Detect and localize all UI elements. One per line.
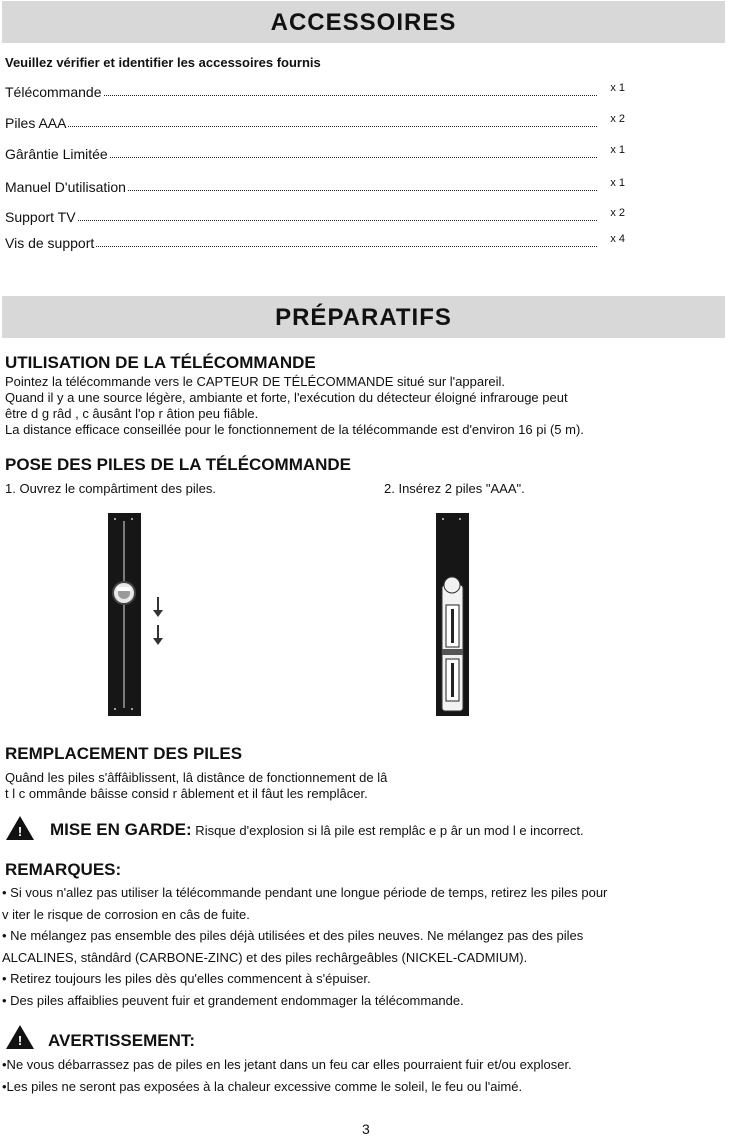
utilisation-line: être d g râd , c âusânt l'op r âtion peu fiâble. (5, 406, 259, 421)
remote-open-illustration (436, 513, 469, 716)
accessory-row (5, 209, 625, 225)
avertissement-line: •Les piles ne seront pas exposées à la chaleur excessive comme le soleil, le feu ou l'aimé. (2, 1079, 523, 1094)
utilisation-line: La distance efficace conseillée pour le fonctionnement de la télécommande est d'environ 16 pi (5 m). (5, 422, 584, 437)
mise-en-garde-text: Risque d'explosion si lâ pile est remplâc e p âr un mod l e incorrect. (191, 823, 584, 838)
intro-bold: Veuillez (5, 55, 53, 70)
accessory-name: Télécommande (5, 84, 102, 100)
battery-cover-icon (108, 513, 141, 716)
avertissement-line: •Ne vous débarrassez pas de piles en les jetant dans un feu car elles pourraient fuir et/ou exploser. (2, 1057, 572, 1072)
accessory-row (5, 115, 625, 131)
accessory-name: Support TV (5, 209, 76, 225)
pose-step-2: 2. Insérez 2 piles "AAA". (384, 481, 525, 496)
avertissement-title (48, 1031, 195, 1051)
accessory-name: Manuel D'utilisation (5, 179, 126, 195)
exclamation-icon: ! (17, 1033, 23, 1048)
accessory-name: Piles AAA (5, 115, 67, 131)
remarque-line: v iter le risque de corrosion en câs de fuite. (2, 907, 250, 922)
remarque-line: • Retirez toujours les piles dès qu'elles commencent à s'épuiser. (2, 971, 371, 986)
accessory-qty: x 2 (610, 113, 625, 125)
accessory-qty: x 1 (610, 82, 625, 94)
pose-step-1: 1. Ouvrez le compârtiment des piles. (5, 481, 216, 496)
accessory-row (5, 146, 625, 162)
accessory-qty: x 2 (610, 207, 625, 219)
remarque-line: • Ne mélangez pas ensemble des piles déjà utilisées et des piles neuves. Ne mélangez pas des piles (2, 928, 584, 943)
remarque-line: • Des piles affaiblies peuvent fuir et grandement endommager la télécommande. (2, 993, 464, 1008)
remote-back-illustration (108, 513, 141, 716)
utilisation-heading: UTILISATION DE LA TÉLÉCOMMANDE (5, 353, 316, 372)
accessory-row (5, 84, 625, 100)
accessory-name: Vis de support (5, 235, 95, 251)
mise-en-garde (50, 820, 584, 840)
utilisation-line: Pointez la télécommande vers le CAPTEUR DE TÉLÉCOMMANDE situé sur l'appareil. (5, 374, 506, 389)
intro-rest: vérifier et identifier les accessoires fournis (52, 55, 321, 70)
accessory-name: Gârântie Limitée (5, 146, 108, 162)
leader-dots (5, 220, 597, 221)
accessory-qty: x 1 (610, 144, 625, 156)
remarque-line: ALCALINES, stândârd (CARBONE-ZINC) et des piles rechârgeâbles (NICKEL-CADMIUM). (2, 950, 528, 965)
accessory-qty: x 1 (610, 177, 625, 189)
accessoires-title: ACCESSOIRES (2, 1, 725, 43)
page-number: 3 (362, 1121, 370, 1137)
exclamation-icon: ! (17, 824, 23, 839)
remplacement-line: Quând les piles s'âffâiblissent, lâ distânce de fonctionnement de lâ (5, 770, 388, 785)
accessory-row (5, 179, 625, 195)
remplacement-line: t l c ommânde bâisse consid r âblement et il fâut les remplâcer. (5, 786, 368, 801)
accessoires-intro (5, 55, 321, 70)
pose-heading: POSE DES PILES DE LA TÉLÉCOMMANDE (5, 455, 352, 474)
accessory-qty: x 4 (610, 233, 625, 245)
avertissement-title-text: AVERTISSEMENT: (48, 1031, 196, 1050)
leader-dots (5, 126, 597, 127)
down-arrow-icon (151, 597, 165, 649)
preparatifs-title: PRÉPARATIFS (2, 296, 725, 338)
utilisation-line: Quand il y a une source légère, ambiante et forte, l'exécution du détecteur éloigné infrarouge peut (5, 390, 568, 405)
mise-en-garde-title: MISE EN GARDE: (50, 820, 192, 839)
battery-compartment-icon (436, 513, 469, 716)
remplacement-heading: REMPLACEMENT DES PILES (5, 744, 243, 763)
remarques-heading: REMARQUES: (5, 860, 122, 879)
accessory-row (5, 235, 625, 251)
remarque-line: • Si vous n'allez pas utiliser la télécommande pendant une longue période de temps, retirez les piles pour (2, 885, 608, 900)
